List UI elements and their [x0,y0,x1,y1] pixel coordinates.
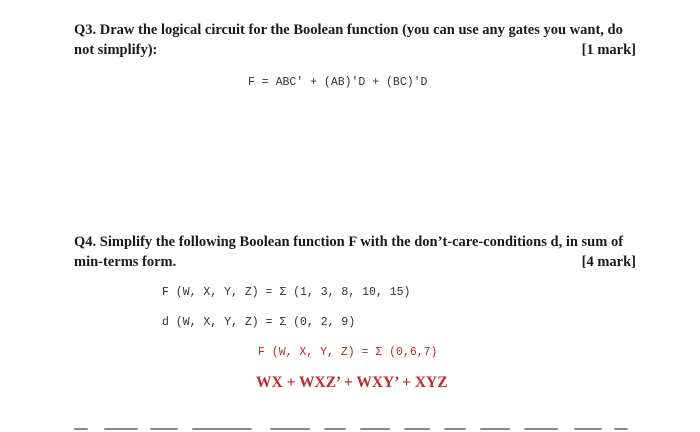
q4-text-line-2: min-terms form. [74,254,177,270]
q4-text-line-1: Q4. Simplify the following Boolean function F with the don’t-care-conditions d, in sum of [74,234,624,250]
q4-marks: [4 mark] [581,254,636,270]
q3-marks: [1 mark] [581,42,636,58]
cut-off-next-line [74,424,630,432]
q4-line-2 [74,252,636,272]
q4-f-definition: F (W, X, Y, Z) = Σ (1, 3, 8, 10, 15) [162,286,411,299]
q3-boolean-function: F = ABC′ + (AB)′D + (BC)′D [248,76,428,89]
q4-line-1 [74,232,636,252]
answer-f-definition: F (W, X, Y, Z) = Σ (0,6,7) [258,346,438,359]
q3-line-1 [74,20,636,40]
q4-d-definition: d (W, X, Y, Z) = Σ (0, 2, 9) [162,316,356,329]
q4-question [74,232,636,272]
q3-text-line-1: Q3. Draw the logical circuit for the Boolean function (you can use any gates you want, do [74,22,623,38]
q3-line-2 [74,40,636,60]
answer-simplified-expression: WX + WXZ’ + WXY’ + XYZ [256,374,448,391]
q3-question [74,20,636,60]
q3-text-line-2: not simplify): [74,42,158,58]
